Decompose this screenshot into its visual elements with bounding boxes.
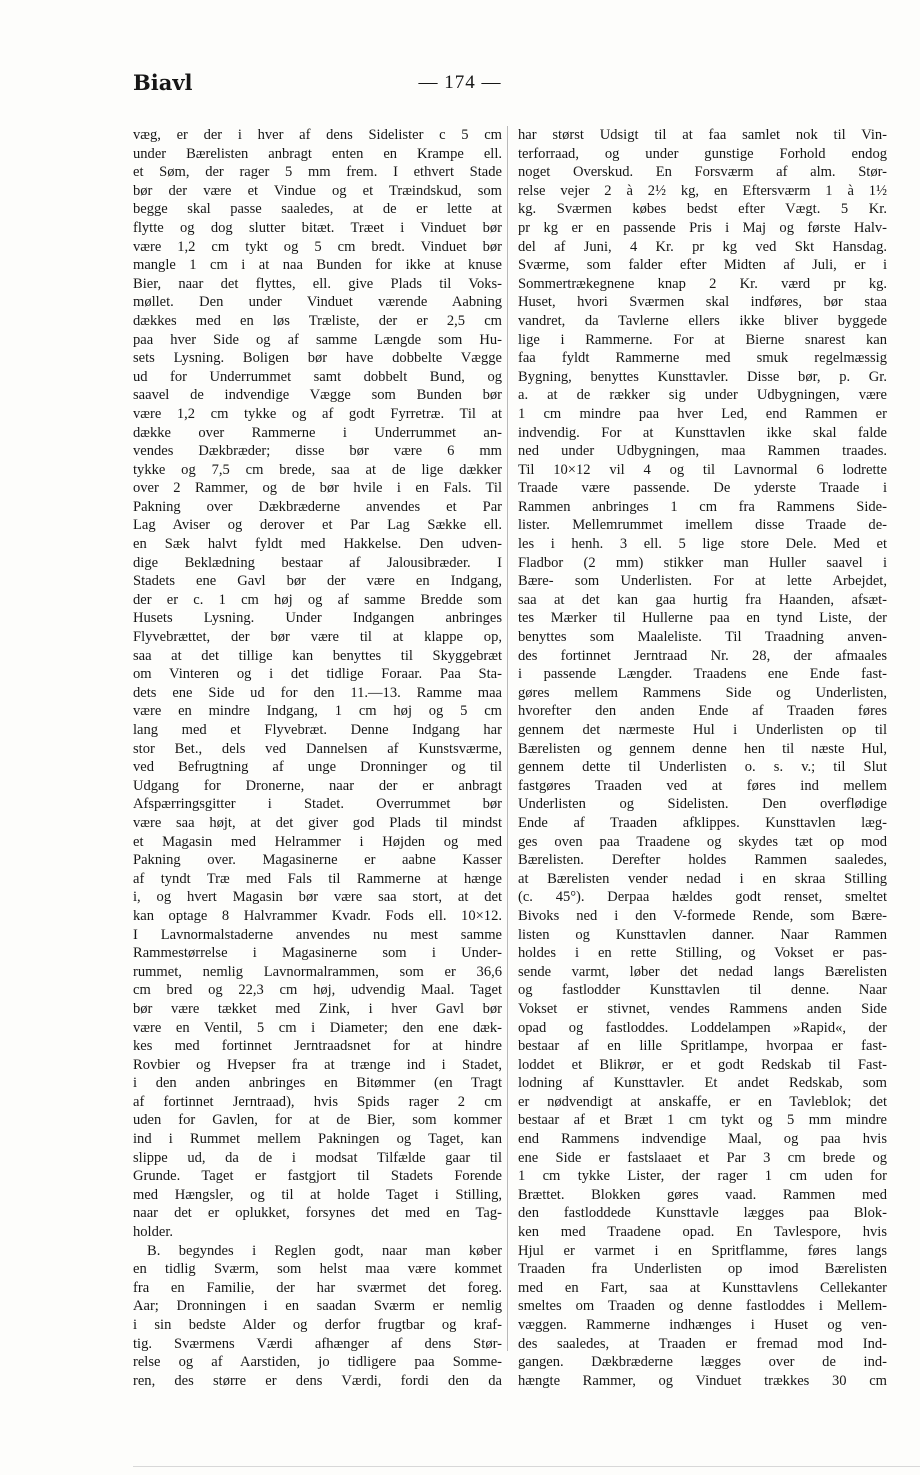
text-line: dets ene Side ud for den 11.—13. Ramme maa	[133, 684, 502, 701]
text-line: Stadets ene Gavl bør der være en Indgang,	[133, 573, 502, 590]
text-line: ned under Udbygningen, maa Rammen traades.	[518, 443, 887, 460]
text-line: gennem dette til Underlisten o. s. v.; til Slut	[518, 759, 887, 776]
text-line: i sin bedste Alder og derfor frugtbar og kraf-	[133, 1317, 502, 1333]
text-line: indvendig. For at Kunsttavlen ikke skal falde	[518, 424, 887, 441]
text-line: vandret, da Tavlerne ellers ikke bliver byggede	[518, 312, 887, 329]
text-line: over 2 Rammer, og de bør hvile i en Fals. Til	[133, 480, 502, 497]
text-line: Fladbor (2 mm) stikker man Huller saavel i	[518, 554, 887, 571]
running-title: Biavl	[133, 70, 193, 95]
text-line: i den anden anbringes en Bitømmer (en Tragt	[133, 1075, 502, 1092]
text-line: gennem det nærmeste Hul i Underlisten op til	[518, 722, 887, 738]
text-line: Traaden fra Underlisten op imod Bærelisten	[518, 1261, 887, 1278]
text-line: Pakning over Dækbræderne anvendes et Par	[133, 498, 502, 515]
text-line: Udgang for Dronerne, naar der er anbragt	[133, 777, 502, 794]
text-line: les i henh. 3 ell. 5 lige store Dele. Med et	[518, 536, 887, 553]
text-line: være 1,2 cm tykt og 5 cm bredt. Vinduet bør	[133, 238, 502, 255]
text-line: kg. Sværmen købes bedst efter Vægt. 5 Kr.	[518, 201, 887, 218]
text-line: af fortinnet Jerntraad), hvis Spids rager 2 cm	[133, 1093, 502, 1110]
text-line: ken med Traadene opad. En Tavlespore, hvis	[518, 1224, 887, 1241]
text-line: holder.	[133, 1224, 173, 1241]
text-line: benyttes som Maaleliste. Til Traadning anven-	[518, 629, 887, 646]
text-line: ved Befrugtning af unge Dronninger og til	[133, 759, 502, 776]
text-line: Bærelisten. Derefter holdes Rammen saaledes,	[518, 852, 887, 869]
text-line: Flyvebrættet, der bør være til at klappe op,	[133, 629, 502, 646]
text-line: Bærelisten og gennem denne hen til næste Hul,	[518, 740, 887, 757]
text-line: Til 10×12 vil 4 og til Lavnormal 6 lodrette	[518, 461, 887, 478]
text-line: des fortinnet Jerntraad Nr. 28, der afmaales	[518, 647, 887, 664]
text-line: Bygning, benyttes Kunsttavler. Disse bør, p. Gr.	[518, 368, 887, 385]
text-line: bestaar af et Bræt 1 cm tykt og 5 mm mindre	[518, 1112, 887, 1129]
text-line: Bier, naar det flyttes, ell. give Plads til Voks-	[133, 275, 502, 292]
page-bottom-rule	[133, 1466, 920, 1467]
text-line: noget Overskud. En Forsværm af alm. Stør-	[518, 164, 887, 181]
text-line: Huset, hvori Sværmen skal indføres, bør staa	[518, 294, 887, 311]
text-line: B. begyndes i Reglen godt, naar man køber	[147, 1242, 502, 1259]
text-line: fastgøres Traaden ved at føres ind mellem	[518, 777, 887, 794]
text-line: Lag Aviser og derover et Par Lag Sække ell.	[133, 517, 502, 534]
text-line: den fastloddede Kunsttavle lægges paa Blok-	[518, 1205, 887, 1222]
text-line: væggen. Rammerne indhænges i Huset og ven-	[518, 1317, 887, 1333]
text-line: bestaar af en lille Spritlampe, hvorpaa er fast-	[518, 1038, 887, 1055]
text-line: har størst Udsigt til at faa samlet nok til Vin-	[518, 127, 887, 143]
text-line: Rovbier og Hvepser fra at trænge ind i Stadet,	[133, 1056, 502, 1073]
text-line: vendes Dækbræder; disse bør være 6 mm	[133, 443, 502, 460]
text-line: 1 cm tykke Lister, der rager 1 cm uden for	[518, 1168, 887, 1185]
text-line: en tidlig Sværm, som helst maa være kommet	[133, 1261, 502, 1278]
text-line: tig. Sværmens Værdi afhænger af dens Stør-	[133, 1335, 502, 1352]
text-line: kan optage 8 Halvrammer Kvadr. Fods ell. 10×12.	[133, 907, 502, 924]
text-line: i, og hvert Magasin bør være saa stort, at det	[133, 889, 502, 906]
text-line: saa at det tillige kan benyttes til Skyggebræt	[133, 647, 502, 664]
text-line: paa hver Side og af samme Længde som Hu-	[133, 331, 502, 348]
text-line: tes Mærker til Hullerne paa en tynd Liste, der	[518, 610, 887, 627]
text-line: cm bred og 22,3 cm høj, udvendig Maal. Taget	[133, 982, 502, 999]
text-line: gøres mellem Rammens Side og Underlisten,	[518, 684, 887, 701]
text-line: mangle 1 cm i at naa Bunden for ikke at knuse	[133, 257, 502, 274]
text-line: holdes i en rette Stilling, og Vokset er pas-	[518, 945, 887, 962]
text-line: Husets Lysning. Under Indgangen anbringes	[133, 610, 502, 627]
text-line: a. at de rækker sig under Udbygningen, være	[518, 387, 887, 404]
text-line: ren, des større er dens Værdi, fordi den da	[133, 1372, 502, 1389]
text-line: bør der være et Vindue og et Træindskud, som	[133, 182, 502, 199]
text-line: I Lavnormalstaderne anvendes nu mest samme	[133, 926, 502, 943]
text-line: væg, er der i hver af dens Sidelister c 5 cm	[133, 127, 502, 143]
text-line: saa at det kan gaa hurtig fra Haanden, afsæt-	[518, 591, 887, 608]
text-line: loddet et Blikrør, er et godt Redskab til Fast-	[518, 1056, 887, 1073]
text-line: des saaledes, at Traaden er fremad mod Ind-	[518, 1335, 887, 1352]
text-line: smeltes om Traaden og denne fastloddes i Mellem-	[518, 1298, 887, 1315]
text-line: hængte Rammer, og Vinduet trækkes 30 cm	[518, 1372, 887, 1389]
text-line: ges oven paa Traadene og skydes tæt op mod	[518, 833, 887, 850]
text-line: 1 cm mindre paa hver Led, end Rammen er	[518, 405, 887, 422]
text-line: (c. 45°). Derpaa hældes godt renset, smeltet	[518, 889, 887, 906]
text-line: Rammen anbringes 1 cm fra Rammens Side-	[518, 498, 887, 515]
text-line: dige Beklædning bestaar af Jalousibræder. I	[133, 554, 502, 571]
text-line: ind i Rummet mellem Pakningen og Taget, kan	[133, 1131, 502, 1148]
text-line: ene Side er fastslaaet et Par 3 cm brede og	[518, 1149, 887, 1166]
text-line: om Vinteren og i det tidlige Foraar. Paa Sta-	[133, 666, 502, 683]
text-line: naar det er oplukket, forsynes det med en Tag-	[133, 1205, 502, 1222]
text-line: Bivoks ned i den V-formede Rende, som Bære-	[518, 907, 887, 924]
text-line: lige i Rammerne. For at Bierne snarest kan	[518, 331, 887, 348]
page-number: — 174 —	[418, 72, 502, 93]
text-line: et Magasin med Helrammer i Højden og med	[133, 833, 502, 850]
text-line: flytte og dog slutter bitæt. Træet i Vinduet bør	[133, 219, 502, 236]
text-line: dækkes med en løs Træliste, der er 2,5 cm	[133, 312, 502, 329]
text-line: begge skal passe saaledes, at de er lette at	[133, 201, 502, 218]
text-line: Bære- som Underlisten. For at lette Arbejdet,	[518, 573, 887, 590]
text-line: Rammestørrelse i Magasinerne som i Under-	[133, 945, 502, 962]
text-line: en Sæk halvt fyldt med Hakkelse. Den udven-	[133, 536, 502, 553]
text-line: slippe ud, da de i modsat Tilfælde gaar til	[133, 1149, 502, 1166]
text-line: tykke og 7,5 cm brede, saa at de lige dækker	[133, 461, 502, 478]
text-line: sende varmt, løber det nedad langs Bærelisten	[518, 963, 887, 980]
text-line: lang med et Flyvebræt. Denne Indgang har	[133, 722, 502, 738]
text-line: lister. Mellemrummet imellem disse Traade de-	[518, 517, 887, 534]
text-line: ud for Underrummet samt dobbelt Bund, og	[133, 368, 502, 385]
text-line: fra en Familie, der har sværmet det foreg.	[133, 1279, 502, 1296]
text-line: Ende af Traaden afklippes. Kunsttavlen læg-	[518, 814, 887, 831]
text-line: end Rammens indvendige Maal, og paa hvis	[518, 1131, 887, 1148]
text-line: kes med fortinnet Jerntraadsnet for at hindre	[133, 1038, 502, 1055]
text-line: Sommertrækegnene knap 2 Kr. værd pr kg.	[518, 275, 887, 292]
text-line: relse vejer 2 à 2½ kg, en Eftersværm 1 à 1½	[518, 182, 887, 199]
column-divider	[507, 126, 508, 1351]
text-line: Underlisten og Sidelisten. Den overflødige	[518, 796, 887, 813]
text-line: under Bærelisten anbragt enten en Krampe ell.	[133, 145, 502, 162]
text-line: bør være tækket med Zink, i hver Gavl bør	[133, 1000, 502, 1017]
text-line: et Søm, der rager 5 mm frem. I ethvert Stade	[133, 164, 502, 181]
text-line: være saa højt, at det giver god Plads til mindst	[133, 814, 502, 831]
text-line: Aar; Dronningen i en saadan Sværm er nemlig	[133, 1298, 502, 1315]
right-column	[518, 126, 887, 1390]
text-line: faa fyldt Rammerne med smuk regelmæssig	[518, 350, 887, 367]
text-line: med Hængsler, og til at holde Taget i Stilling,	[133, 1186, 502, 1203]
text-line: pr kg er en passende Pris i Maj og første Halv-	[518, 219, 887, 236]
text-line: af tyndt Træ med Fals til Rammerne at hænge	[133, 870, 502, 887]
text-line: listen og Kunsttavlen danner. Naar Rammen	[518, 926, 887, 943]
text-line: være 1,2 cm tykke og af godt Fyrretræ. Til at	[133, 405, 502, 422]
text-line: i passende Længder. Traadens ene Ende fast-	[518, 666, 887, 683]
text-line: der er c. 1 cm høj og af samme Bredde som	[133, 591, 502, 608]
text-line: Sværme, som falder efter Midten af Juli, er i	[518, 257, 887, 274]
text-line: Grunde. Taget er fastgjort til Stadets Forende	[133, 1168, 502, 1185]
text-line: og fastlodder Kunsttavlen til denne. Naar	[518, 982, 887, 999]
text-line: Vokset er stivnet, vendes Rammens anden Side	[518, 1000, 887, 1017]
text-line: del af Juni, 4 Kr. pr kg ved Skt Hansdag.	[518, 238, 887, 255]
text-line: dække over Rammerne i Underrummet an-	[133, 424, 502, 441]
page-header	[133, 70, 787, 100]
text-line: møllet. Den under Vinduet værende Aabning	[133, 294, 502, 311]
text-line: uden for Gavlen, for at de Bier, som kommer	[133, 1112, 502, 1129]
text-line: terforraad, og under gunstige Forhold endog	[518, 145, 887, 162]
text-line: hvorefter den anden Ende af Traaden føres	[518, 703, 887, 720]
text-line: Hjul er varmet i en Spritflamme, føres langs	[518, 1242, 887, 1259]
text-line: Brættet. Blokken gøres vaad. Rammen med	[518, 1186, 887, 1203]
text-line: Traade være passende. De yderste Traade i	[518, 480, 887, 497]
text-line: gangen. Dækbræderne lægges over de ind-	[518, 1354, 887, 1371]
text-line: rummet, nemlig Lavnormalrammen, som er 36,6	[133, 963, 502, 980]
text-line: relse og af Aarstiden, jo tidligere paa Somme-	[133, 1354, 502, 1371]
text-line: at Bærelisten vender nedad i en skraa Stilling	[518, 870, 887, 887]
text-line: stor Bet., dels ved Dannelsen af Kunstsværme,	[133, 740, 502, 757]
text-line: saavel de indvendige Vægge som Bunden bør	[133, 387, 502, 404]
text-line: Pakning over. Magasinerne er aabne Kasser	[133, 852, 502, 869]
left-column	[133, 126, 502, 1390]
text-line: være en mindre Indgang, 1 cm høj og 5 cm	[133, 703, 502, 720]
text-line: Afspærringsgitter i Stadet. Overrummet bør	[133, 796, 502, 813]
text-line: sets Lysning. Boligen bør have dobbelte Vægge	[133, 350, 502, 367]
text-line: lodning af Kunsttavler. Et andet Redskab, som	[518, 1075, 887, 1092]
text-line: være en Ventil, 5 cm i Diameter; den ene dæk-	[133, 1019, 502, 1036]
text-line: opad og fastloddes. Loddelampen »Rapid«, der	[518, 1019, 887, 1036]
text-line: med en Fart, saa at Kunsttavlens Cellekanter	[518, 1279, 887, 1296]
text-line: er nødvendigt at anskaffe, er en Tavleblok; det	[518, 1093, 887, 1110]
